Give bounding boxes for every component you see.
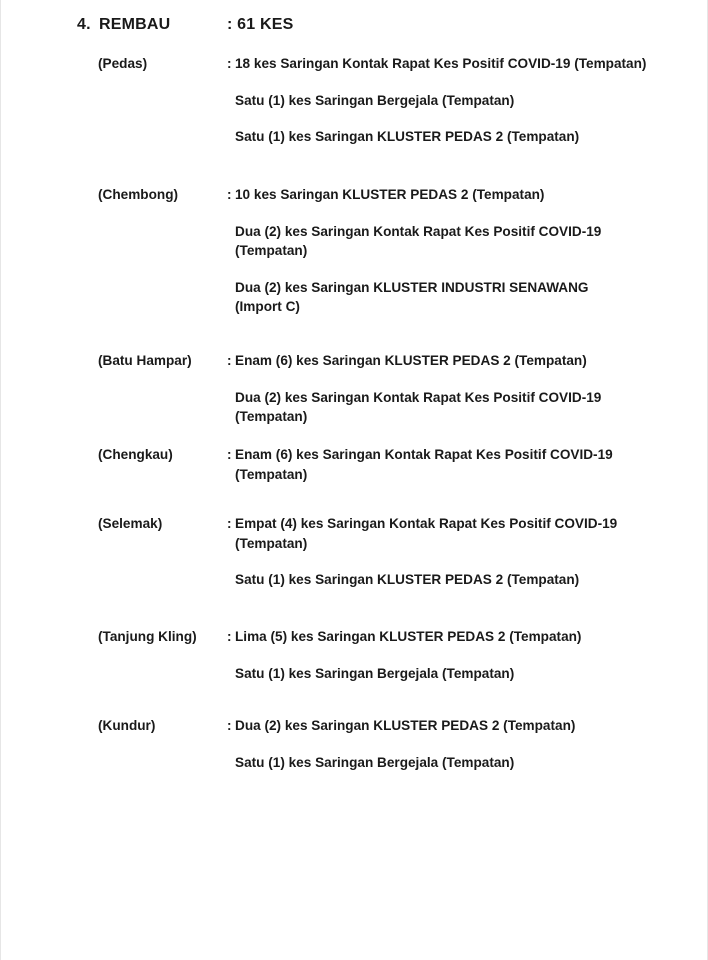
case-entry: Satu (1) kes Saringan KLUSTER PEDAS 2 (Tempatan) <box>235 572 580 587</box>
district-name: REMBAU <box>99 16 171 33</box>
case-entry: 18 kes Saringan Kontak Rapat Kes Positif COVID-19 (Tempatan) <box>235 56 647 71</box>
case-entry: 10 kes Saringan KLUSTER PEDAS 2 (Tempatan) <box>235 187 545 202</box>
area-entries <box>235 54 655 147</box>
district-total: : 61 KES <box>227 16 294 33</box>
area-colon: : <box>227 447 232 462</box>
area-name: (Chembong) <box>98 187 179 202</box>
area-entries <box>235 514 655 590</box>
case-entry: Dua (2) kes Saringan Kontak Rapat Kes Positif COVID-19 (Tempatan) <box>235 389 602 424</box>
area-colon: : <box>227 56 232 71</box>
section-number: 4. <box>77 16 91 33</box>
case-entry: Satu (1) kes Saringan Bergejala (Tempatan) <box>235 92 515 108</box>
area-name: (Kundur) <box>98 718 156 733</box>
area-colon: : <box>227 187 232 202</box>
case-entry: Satu (1) kes Saringan Bergejala (Tempatan) <box>235 754 515 770</box>
area-colon: : <box>227 629 232 644</box>
area-entries <box>235 627 655 683</box>
area-entries <box>235 351 655 427</box>
case-entry: Enam (6) kes Saringan KLUSTER PEDAS 2 (Tempatan) <box>235 353 587 368</box>
area-colon: : <box>227 718 232 733</box>
case-entry: Dua (2) kes Saringan KLUSTER INDUSTRI SENAWANG (Import C) <box>235 279 589 314</box>
area-entries <box>235 445 655 484</box>
case-entry: Enam (6) kes Saringan Kontak Rapat Kes Positif COVID-19 (Tempatan) <box>235 447 613 482</box>
case-entry: Satu (1) kes Saringan Bergejala (Tempatan) <box>235 665 515 681</box>
area-entries <box>235 185 655 317</box>
case-entry: Dua (2) kes Saringan KLUSTER PEDAS 2 (Tempatan) <box>235 718 576 733</box>
case-entry: Empat (4) kes Saringan Kontak Rapat Kes Positif COVID-19 (Tempatan) <box>235 516 618 551</box>
area-name: (Selemak) <box>98 516 163 531</box>
area-entries <box>235 716 655 772</box>
area-name: (Tanjung Kling) <box>98 629 197 644</box>
case-entry: Dua (2) kes Saringan Kontak Rapat Kes Positif COVID-19 (Tempatan) <box>235 223 602 258</box>
area-name: (Batu Hampar) <box>98 353 192 368</box>
area-colon: : <box>227 353 232 368</box>
case-entry: Satu (1) kes Saringan KLUSTER PEDAS 2 (Tempatan) <box>235 129 580 144</box>
case-entry: Lima (5) kes Saringan KLUSTER PEDAS 2 (Tempatan) <box>235 629 582 644</box>
area-name: (Chengkau) <box>98 447 173 462</box>
area-colon: : <box>227 516 232 531</box>
area-name: (Pedas) <box>98 56 148 71</box>
